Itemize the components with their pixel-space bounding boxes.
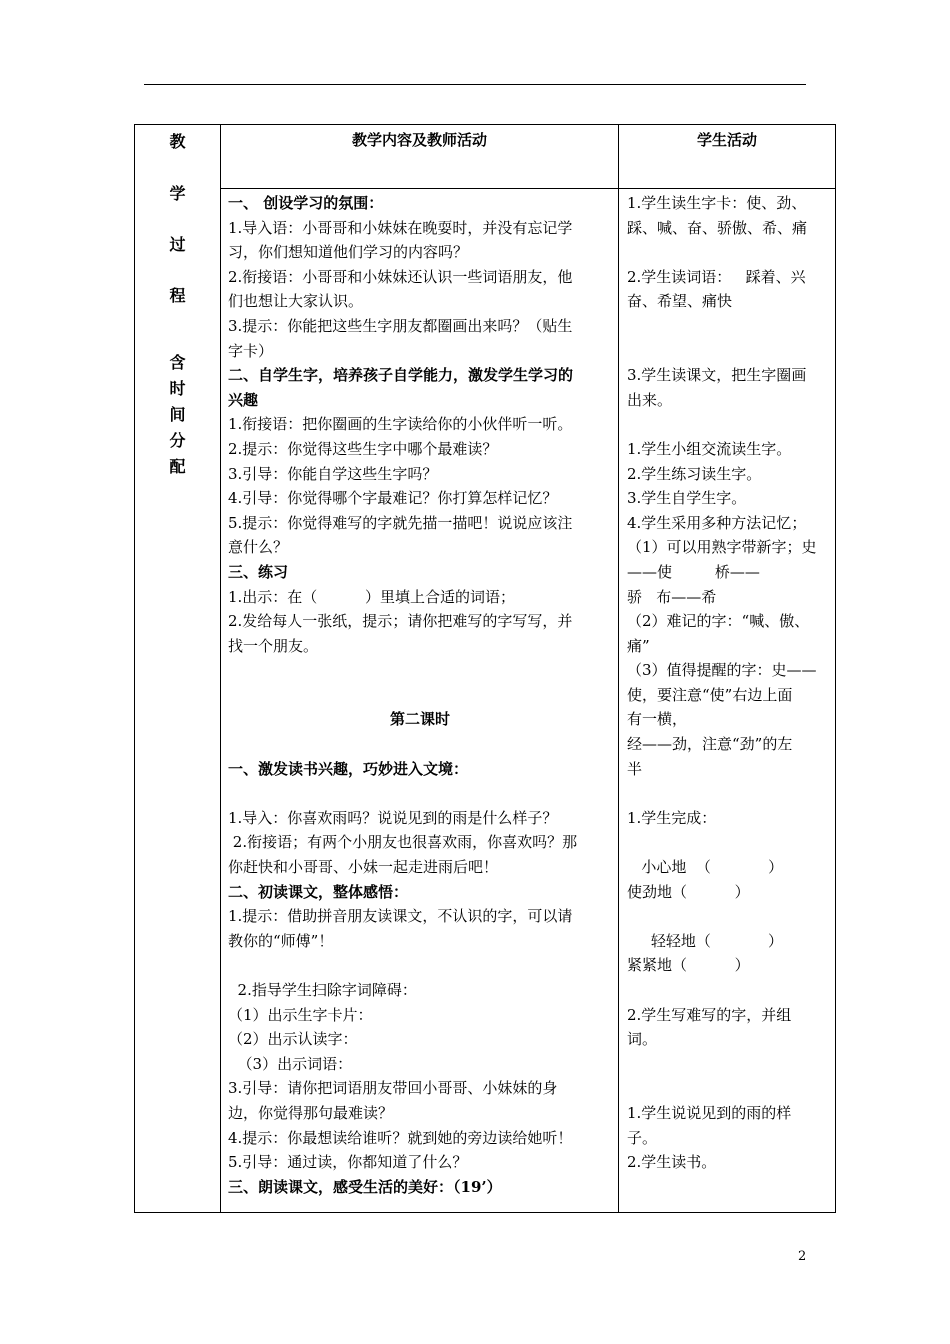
student-line: 1.学生完成： xyxy=(627,808,717,827)
student-line: 子。 xyxy=(627,1128,658,1147)
side-label-char: 时 xyxy=(169,379,186,398)
student-line: 小心地 （ ） xyxy=(627,858,784,877)
student-line: 2.学生读书。 xyxy=(627,1153,717,1172)
side-label-char: 学 xyxy=(169,184,186,203)
content-line: （2）出示认读字： xyxy=(228,1030,358,1049)
student-line: （3）值得提醒的字：史—— xyxy=(627,661,817,680)
student-line: 轻轻地（ ） xyxy=(627,931,784,950)
side-label-char: 含 xyxy=(169,353,186,372)
side-label-char: 间 xyxy=(169,405,186,424)
student-line: 3.学生自学生字。 xyxy=(627,489,747,508)
content-line: 意什么？ xyxy=(228,538,289,557)
student-line: 3.学生读课文，把生字圈画 xyxy=(627,366,807,385)
student-line: 1.学生小组交流读生字。 xyxy=(627,439,792,458)
content-line: 边，你觉得那句最难读？ xyxy=(228,1103,394,1122)
content-line: 2.提示：你觉得这些生字中哪个最难读？ xyxy=(228,439,498,458)
content-line: 1.衔接语：把你圈画的生字读给你的小伙伴听一听。 xyxy=(228,415,573,434)
content-line: 1.导入语：小哥哥和小妹妹在晚耍时，并没有忘记学 xyxy=(228,218,573,237)
student-line: 使劲地（ ） xyxy=(627,882,750,901)
student-activity-cell xyxy=(619,189,836,1213)
student-line: 出来。 xyxy=(627,390,673,409)
student-line: ——使 桥—— xyxy=(627,562,760,581)
student-line: 痛” xyxy=(627,636,650,655)
side-label-char: 过 xyxy=(169,235,186,254)
page-number: 2 xyxy=(798,1249,807,1264)
content-line: 字卡） xyxy=(228,341,274,360)
student-line: 1.学生说说见到的雨的样 xyxy=(627,1103,792,1122)
student-line: 2.学生练习读生字。 xyxy=(627,464,762,483)
lesson-two-title: 第二课时 xyxy=(389,710,450,729)
section-heading: 三、朗读课文，感受生活的美好：（19’） xyxy=(228,1177,502,1196)
content-line: 1.提示：借助拼音朋友读课文，不认识的字，可以请 xyxy=(228,907,573,926)
student-line: 骄 布——希 xyxy=(627,587,717,606)
student-line: 1.学生读生字卡：使、劲、 xyxy=(627,194,807,212)
student-line: 奋、希望、痛快 xyxy=(627,292,733,311)
student-line: 使，要注意“使”右边上面 xyxy=(627,685,793,704)
content-line: 找一个朋友。 xyxy=(228,636,319,655)
content-line: 4.提示：你最想读给谁听？就到她的旁边读给她听！ xyxy=(228,1128,573,1147)
content-line: 3.引导：你能自学这些生字吗？ xyxy=(228,464,438,483)
teacher-activity-cell xyxy=(221,189,619,1213)
content-line: 2.指导学生扫除字词障碍： xyxy=(228,981,417,999)
section-heading: 二、初读课文，整体感悟： xyxy=(228,882,409,901)
content-line: 4.引导：你觉得哪个字最难记？你打算怎样记忆？ xyxy=(228,489,558,508)
side-label-char: 程 xyxy=(169,286,186,305)
header-rule xyxy=(144,84,806,85)
student-line: 2.学生写难写的字，并组 xyxy=(627,1005,792,1024)
student-line: 半 xyxy=(627,759,643,778)
side-label-char: 分 xyxy=(169,431,186,450)
student-line: 有一横， xyxy=(627,710,688,729)
student-line: 2.学生读词语： 踩着、兴 xyxy=(627,267,806,286)
content-line: 1.导入：你喜欢雨吗？说说见到的雨是什么样子？ xyxy=(228,808,558,827)
student-column-header: 学生活动 xyxy=(619,125,836,189)
section-heading: 一、激发读书兴趣，巧妙进入文境： xyxy=(228,759,469,778)
teaching-process-label xyxy=(135,125,221,1213)
content-line: 教你的“师傅”！ xyxy=(228,931,334,950)
content-line: 3.提示：你能把这些生字朋友都圈画出来吗？（贴生 xyxy=(228,316,573,335)
content-line: （3）出示词语： xyxy=(228,1054,353,1073)
content-line: 2.衔接语；有两个小朋友也很喜欢雨，你喜欢吗？那 xyxy=(228,833,578,852)
section-heading: 二、自学生字，培养孩子自学能力，激发学生学习的 xyxy=(228,366,574,385)
content-line: 3.引导：请你把词语朋友带回小哥哥、小妹妹的身 xyxy=(228,1079,558,1098)
side-label-char: 配 xyxy=(169,457,186,476)
section-heading: 三、练习 xyxy=(228,562,289,581)
content-line: 5.提示：你觉得难写的字就先描一描吧！说说应该注 xyxy=(228,513,573,532)
student-line: 词。 xyxy=(627,1030,658,1049)
table-body-row xyxy=(135,189,836,1213)
side-label-char: 教 xyxy=(169,132,186,151)
student-line: 经——劲，注意“劲”的左 xyxy=(627,735,793,754)
student-line: 踩、喊、奋、骄傲、希、痛 xyxy=(627,218,808,237)
content-line: 5.引导：通过读，你都知道了什么？ xyxy=(228,1153,468,1172)
student-line: 紧紧地（ ） xyxy=(627,956,750,975)
content-line: 你赶快和小哥哥、小妹一起走进雨后吧！ xyxy=(228,858,499,877)
student-line: （1）可以用熟字带新字；史 xyxy=(627,538,817,557)
content-line: 习，你们想知道他们学习的内容吗？ xyxy=(228,243,469,262)
section-heading: 兴趣 xyxy=(228,390,259,409)
content-line: 1.出示：在（ ）里填上合适的词语； xyxy=(228,587,515,606)
content-line: 2.发给每人一张纸，提示；请你把难写的字写写，并 xyxy=(228,612,573,631)
student-line: （2）难记的字：“喊、傲、 xyxy=(627,612,810,631)
lesson-plan-table xyxy=(134,124,836,1213)
content-line: 们也想让大家认识。 xyxy=(228,292,364,311)
content-line: （1）出示生字卡片： xyxy=(228,1005,373,1024)
content-line: 2.衔接语：小哥哥和小妹妹还认识一些词语朋友，他 xyxy=(228,267,573,286)
table-header-row xyxy=(135,125,836,189)
content-column-header: 教学内容及教师活动 xyxy=(221,125,619,189)
student-line: 4.学生采用多种方法记忆； xyxy=(627,513,807,532)
section-heading: 一、 创设学习的氛围： xyxy=(228,194,384,212)
